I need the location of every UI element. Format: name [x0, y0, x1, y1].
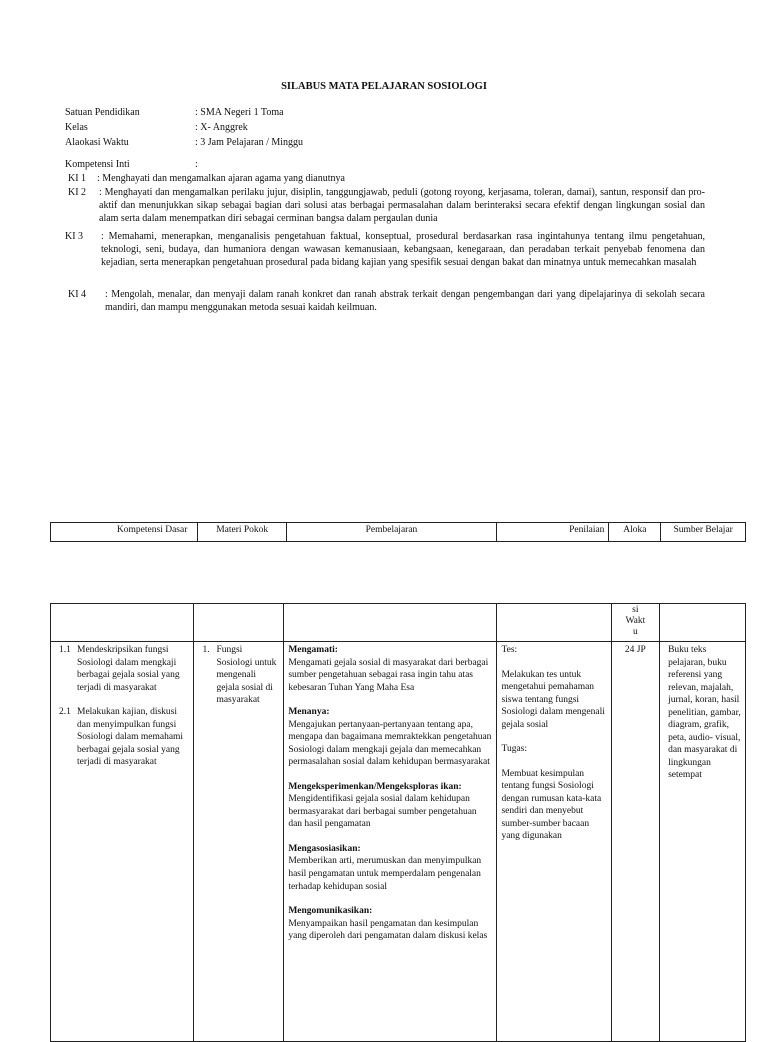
meta-value: : 3 Jam Pelajaran / Minggu: [195, 137, 304, 148]
kompetensi-inti-list: [65, 172, 705, 322]
meta-label: Kompetensi Inti: [65, 159, 130, 170]
pembelajaran-step: [288, 706, 492, 769]
meta-kompetensi-inti: [65, 158, 705, 171]
ki-code: KI 1: [68, 173, 87, 184]
ki-text: : Memahami, menerapkan, menganalisis pengetahuan faktual, konseptual, prosedural berdasarkan rasa ingintahunya tentang ilmu pengetahuan, teknologi, seni, budaya, dan humaniora dengan wawasan kemanusiaan, kebangsaan, kenegaraan, dan peradaban terkait penyebab fenomena dan kejadian, serta menerapkan pengetahuan prosedural pada bidang kajian yang spesifik sesuai dengan bakat dan minatnya untuk memecahkan masalah: [101, 231, 705, 268]
step-text: Menyampaikan hasil pengamatan dan kesimpulan yang diperoleh dari pengamatan dalam diskusi kelas: [288, 918, 488, 942]
header-sumber-belajar: Sumber Belajar: [661, 523, 746, 542]
alokasi-cell: 24 JP: [611, 642, 659, 1042]
pembelajaran-step: [288, 843, 492, 893]
meta-alokasi-waktu: [65, 136, 705, 149]
ki-text: : Menghayati dan mengamalkan perilaku jujur, disiplin, tanggungjawab, peduli (gotong royong, kerjasama, toleran, damai), santun, responsif dan pro-aktif dan menunjukkan sikap sebagai bagian dari solusi atas berbagai permasalahan dalam berinteraksi secara efektif dengan lingkungan sosial dan alam serta dalam menempatkan diri sebagai cerminan bangsa dalam pergaulan dunia: [99, 187, 705, 224]
header-pembelajaran: Pembelajaran: [286, 523, 496, 542]
penilaian-tes-label: Tes:: [501, 645, 518, 655]
header-penilaian: Penilaian: [496, 523, 609, 542]
sumber-belajar-cell: Buku teks pelajaran, buku referensi yang relevan, majalah, jurnal, koran, hasil penelitian, gambar, diagram, grafik, peta, audio- visual, dan masyarakat di lingkungan setempat: [660, 642, 746, 1042]
step-text: Memberikan arti, merumuskan dan menyimpulkan hasil pengamatan untuk memperdalam pengenalan terhadap kehidupan sosial: [288, 856, 482, 892]
step-text: Mengamati gejala sosial di masyarakat dari berbagai sumber pengetahuan sebagai rasa ingin tahu atas kebesaran Tuhan Yang Maha Esa: [288, 657, 489, 693]
table-row: [51, 642, 746, 1042]
ki-code: KI 4: [68, 289, 87, 300]
meta-label: Alaokasi Waktu: [65, 137, 129, 148]
meta-value: :: [195, 159, 198, 170]
table-header: [50, 522, 746, 542]
meta-value: : X- Anggrek: [195, 122, 248, 133]
document-title: SILABUS MATA PELAJARAN SOSIOLOGI: [281, 81, 487, 92]
step-heading: Mengasosiasikan:: [288, 843, 361, 854]
syllabus-table: [50, 603, 746, 1042]
alokasi-waktu-continuation: si Wakt u: [611, 604, 659, 642]
step-text: Mengajukan pertanyaan-pertanyaan tentang apa, mengapa dan bagaimana memraktekkan pengetahuan Sosiologi dalam mengkaji gejala dan memecahkan permasalahan sosial dalam kehidupan bermasyarakat: [288, 719, 492, 768]
meta-kelas: [65, 121, 705, 134]
meta-label: Satuan Pendidikan: [65, 107, 140, 118]
step-heading: Menanya:: [288, 707, 330, 718]
meta-satuan-pendidikan: [65, 106, 705, 119]
penilaian-tes-text: Melakukan tes untuk mengetahui pemahaman siswa tentang fungsi Sosiologi dalam mengenali gejala sosial: [501, 669, 605, 730]
header-materi-pokok: Materi Pokok: [198, 523, 287, 542]
penilaian-cell: [497, 642, 611, 1042]
pembelajaran-step: [288, 781, 492, 831]
header-alokasi: Aloka: [609, 523, 661, 542]
meta-label: Kelas: [65, 122, 88, 133]
header-continuation-row: [51, 604, 746, 642]
pembelajaran-cell: [284, 642, 497, 1042]
materi-item: 1. Fungsi Sosiologi untuk mengenali gejala sosial di masyarakat: [202, 645, 277, 706]
meta-value: : SMA Negeri 1 Toma: [195, 107, 284, 118]
ki-text: : Menghayati dan mengamalkan ajaran agama yang dianutnya: [97, 173, 345, 184]
step-text: Mengidentifikasi gejala sosial dalam kehidupan bermasyarakat dari berbagai sumber pengetahuan dan hasil pengamatan: [288, 794, 477, 830]
step-heading: Mengamati:: [288, 645, 338, 655]
pembelajaran-step: [288, 905, 492, 943]
pembelajaran-step: [288, 644, 492, 694]
header-kompetensi-dasar: Kompetensi Dasar: [51, 523, 198, 542]
ki-text: : Mengolah, menalar, dan menyaji dalam ranah konkret dan ranah abstrak terkait dengan pengembangan dari yang dipelajarinya di sekolah secara mandiri, dan mampu menggunakan metoda sesuai kaidah keilmuan.: [105, 289, 705, 313]
step-heading: Mengeksperimenkan/Mengeksploras ikan:: [288, 781, 462, 792]
kd-cell: [51, 642, 194, 1042]
ki-code: KI 3: [65, 231, 84, 242]
materi-pokok-cell: [194, 642, 284, 1042]
step-heading: Mengomunikasikan:: [288, 906, 373, 917]
kd-item: 2.1 Melakukan kajian, diskusi dan menyimpulkan fungsi Sosiologi dalam memahami berbagai gejala sosial yang terjadi di masyarakat: [59, 707, 184, 768]
penilaian-tugas-text: Membuat kesimpulan tentang fungsi Sosiologi dengan rumusan kata-kata sendiri dan menyebut sumber-sumber bacaan yang digunakan: [501, 768, 602, 842]
penilaian-tugas-label: Tugas:: [501, 744, 527, 755]
ki-code: KI 2: [68, 187, 87, 198]
kd-item: 1.1 Mendeskripsikan fungsi Sosiologi dalam mengkaji berbagai gejala sosial yang terjadi di masyarakat: [59, 645, 180, 693]
